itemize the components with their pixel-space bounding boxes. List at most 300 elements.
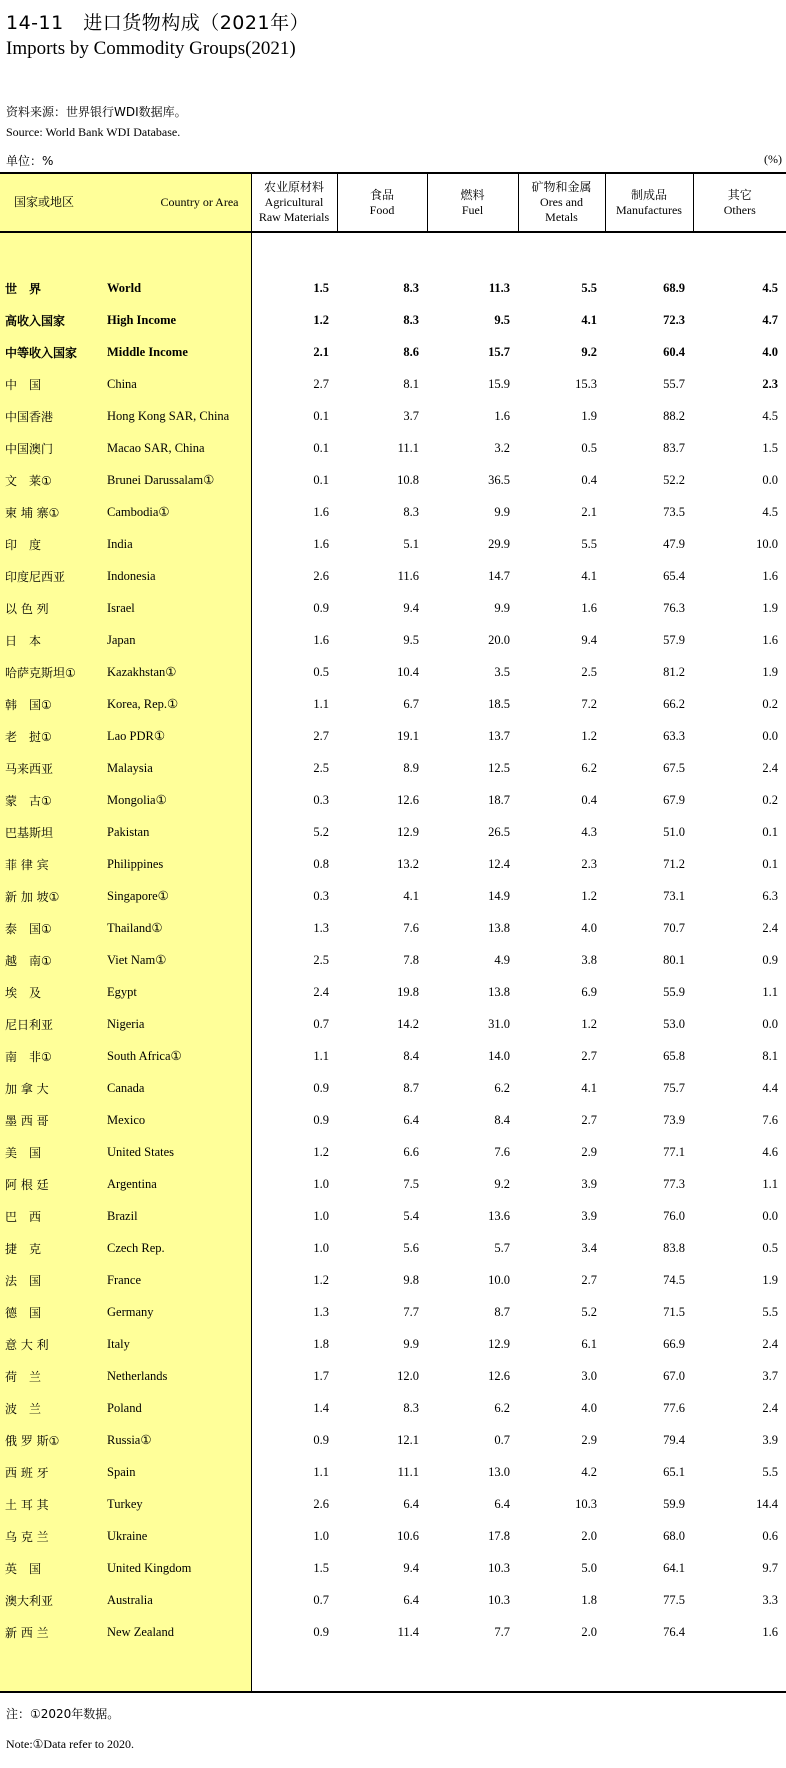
ores-value: 6.2 <box>581 760 597 775</box>
others-value: 0.5 <box>762 1240 778 1255</box>
country-name-en: High Income <box>97 304 251 336</box>
country-name-zh: 尼日利亚 <box>0 1008 97 1040</box>
country-name-en: Spain <box>97 1456 251 1488</box>
agricultural-value: 0.3 <box>313 888 329 903</box>
header-ores-en1: Ores and <box>540 195 583 209</box>
agricultural-value: 0.9 <box>313 600 329 615</box>
manufactures-value: 80.1 <box>663 952 685 967</box>
ores-value: 1.2 <box>581 888 597 903</box>
country-name-zh: 泰 国① <box>0 912 97 944</box>
manufactures-value: 73.1 <box>663 888 685 903</box>
food-value: 8.3 <box>403 312 419 327</box>
country-name-en: Kazakhstan① <box>97 656 251 688</box>
country-name-zh: 印度尼西亚 <box>0 560 97 592</box>
ores-value: 10.3 <box>575 1496 597 1511</box>
country-name-en: Poland <box>97 1392 251 1424</box>
manufactures-value: 59.9 <box>663 1496 685 1511</box>
table-row <box>0 304 786 336</box>
others-value: 5.5 <box>762 1464 778 1479</box>
fuel-value: 10.3 <box>488 1560 510 1575</box>
agricultural-value: 5.2 <box>313 824 329 839</box>
fuel-value: 20.0 <box>488 632 510 647</box>
header-other-zh: 其它 <box>727 187 752 202</box>
others-value: 0.1 <box>762 856 778 871</box>
ores-value: 4.1 <box>581 312 597 327</box>
country-name-zh: 巴 西 <box>0 1200 97 1232</box>
header-agricultural <box>251 173 337 232</box>
agricultural-value: 1.2 <box>313 312 329 327</box>
unit-symbol: (%) <box>764 152 782 166</box>
food-value: 19.8 <box>397 984 419 999</box>
food-value: 12.6 <box>397 792 419 807</box>
header-country-zh: 国家或地区 <box>14 195 75 209</box>
others-value: 1.5 <box>762 440 778 455</box>
others-value: 1.6 <box>762 632 778 647</box>
country-name-zh: 土 耳 其 <box>0 1488 97 1520</box>
header-food <box>337 173 427 232</box>
manufactures-value: 52.2 <box>663 472 685 487</box>
agricultural-value: 0.9 <box>313 1432 329 1447</box>
others-value: 1.9 <box>762 1272 778 1287</box>
manufactures-value: 71.2 <box>663 856 685 871</box>
manufactures-value: 77.6 <box>663 1400 685 1415</box>
fuel-value: 36.5 <box>488 472 510 487</box>
fuel-value: 13.7 <box>488 728 510 743</box>
country-name-en: Hong Kong SAR, China <box>97 400 251 432</box>
fuel-value: 10.0 <box>488 1272 510 1287</box>
country-name-en: Cambodia① <box>97 496 251 528</box>
manufactures-value: 67.5 <box>663 760 685 775</box>
ores-value: 4.1 <box>581 568 597 583</box>
food-value: 5.1 <box>403 536 419 551</box>
ores-value: 6.9 <box>581 984 597 999</box>
country-name-zh: 以 色 列 <box>0 592 97 624</box>
fuel-value: 17.8 <box>488 1528 510 1543</box>
agricultural-value: 1.6 <box>313 504 329 519</box>
header-country-en: Country or Area <box>160 195 239 209</box>
ores-value: 2.7 <box>581 1112 597 1127</box>
table-row <box>0 1072 786 1104</box>
ores-value: 5.0 <box>581 1560 597 1575</box>
food-value: 10.8 <box>397 472 419 487</box>
table-row <box>0 656 786 688</box>
fuel-value: 12.4 <box>488 856 510 871</box>
ores-value: 2.0 <box>581 1624 597 1639</box>
others-value: 1.6 <box>762 1624 778 1639</box>
food-value: 6.6 <box>403 1144 419 1159</box>
manufactures-value: 63.3 <box>663 728 685 743</box>
fuel-value: 10.3 <box>488 1592 510 1607</box>
table-row <box>0 432 786 464</box>
country-name-zh: 阿 根 廷 <box>0 1168 97 1200</box>
others-value: 4.5 <box>762 408 778 423</box>
manufactures-value: 66.9 <box>663 1336 685 1351</box>
table-row <box>0 592 786 624</box>
manufactures-value: 68.9 <box>663 280 685 295</box>
food-value: 9.9 <box>403 1336 419 1351</box>
fuel-value: 14.0 <box>488 1048 510 1063</box>
ores-value: 2.3 <box>581 856 597 871</box>
ores-value: 2.9 <box>581 1144 597 1159</box>
others-value: 0.0 <box>762 1016 778 1031</box>
agricultural-value: 0.9 <box>313 1080 329 1095</box>
food-value: 8.3 <box>403 280 419 295</box>
agricultural-value: 0.1 <box>313 472 329 487</box>
food-value: 3.7 <box>403 408 419 423</box>
others-value: 4.7 <box>762 312 778 327</box>
agricultural-value: 1.6 <box>313 536 329 551</box>
country-name-zh: 高收入国家 <box>0 304 97 336</box>
table-row <box>0 1264 786 1296</box>
others-value: 2.4 <box>762 1336 778 1351</box>
others-value: 0.9 <box>762 952 778 967</box>
food-value: 13.2 <box>397 856 419 871</box>
footnote-zh: 注：①2020年数据。 <box>6 1707 120 1721</box>
others-value: 5.5 <box>762 1304 778 1319</box>
agricultural-value: 1.0 <box>313 1176 329 1191</box>
country-name-en: Italy <box>97 1328 251 1360</box>
header-others <box>693 173 786 232</box>
spacer-row <box>0 232 786 272</box>
table-row <box>0 1520 786 1552</box>
spacer-row <box>0 1648 786 1692</box>
fuel-value: 11.3 <box>488 280 510 295</box>
others-value: 8.1 <box>762 1048 778 1063</box>
ores-value: 3.9 <box>581 1176 597 1191</box>
agricultural-value: 1.1 <box>313 1464 329 1479</box>
food-value: 5.6 <box>403 1240 419 1255</box>
manufactures-value: 73.9 <box>663 1112 685 1127</box>
country-name-en: Ukraine <box>97 1520 251 1552</box>
country-name-zh: 德 国 <box>0 1296 97 1328</box>
country-name-en: United Kingdom <box>97 1552 251 1584</box>
fuel-value: 0.7 <box>494 1432 510 1447</box>
table-row <box>0 368 786 400</box>
agricultural-value: 1.0 <box>313 1208 329 1223</box>
food-value: 6.7 <box>403 696 419 711</box>
food-value: 7.5 <box>403 1176 419 1191</box>
table-row <box>0 1232 786 1264</box>
manufactures-value: 57.9 <box>663 632 685 647</box>
agricultural-value: 1.8 <box>313 1336 329 1351</box>
table-row <box>0 1040 786 1072</box>
ores-value: 9.2 <box>581 344 597 359</box>
agricultural-value: 0.9 <box>313 1112 329 1127</box>
table-row <box>0 336 786 368</box>
others-value: 0.6 <box>762 1528 778 1543</box>
agricultural-value: 0.1 <box>313 408 329 423</box>
others-value: 4.5 <box>762 280 778 295</box>
table-row <box>0 624 786 656</box>
header-ores-zh: 矿物和金属 <box>531 180 592 194</box>
table-row <box>0 1456 786 1488</box>
country-name-zh: 越 南① <box>0 944 97 976</box>
agricultural-value: 1.1 <box>313 696 329 711</box>
ores-value: 5.5 <box>581 280 597 295</box>
agricultural-value: 1.2 <box>313 1144 329 1159</box>
manufactures-value: 55.7 <box>663 376 685 391</box>
others-value: 1.1 <box>762 1176 778 1191</box>
others-value: 0.2 <box>762 696 778 711</box>
agricultural-value: 1.4 <box>313 1400 329 1415</box>
country-name-en: Brazil <box>97 1200 251 1232</box>
fuel-value: 6.2 <box>494 1400 510 1415</box>
ores-value: 0.4 <box>581 792 597 807</box>
ores-value: 5.2 <box>581 1304 597 1319</box>
agricultural-value: 0.7 <box>313 1592 329 1607</box>
country-name-zh: 哈萨克斯坦① <box>0 656 97 688</box>
country-name-zh: 日 本 <box>0 624 97 656</box>
manufactures-value: 68.0 <box>663 1528 685 1543</box>
fuel-value: 6.4 <box>494 1496 510 1511</box>
table-row <box>0 1616 786 1648</box>
country-name-zh: 西 班 牙 <box>0 1456 97 1488</box>
country-name-zh: 加 拿 大 <box>0 1072 97 1104</box>
header-manu-en: Manufactures <box>616 202 682 217</box>
fuel-value: 12.9 <box>488 1336 510 1351</box>
ores-value: 2.5 <box>581 664 597 679</box>
agricultural-value: 0.5 <box>313 664 329 679</box>
country-name-en: South Africa① <box>97 1040 251 1072</box>
header-manu-zh: 制成品 <box>630 187 667 202</box>
food-value: 8.7 <box>403 1080 419 1095</box>
food-value: 11.1 <box>397 440 419 455</box>
others-value: 14.4 <box>756 1496 778 1511</box>
ores-value: 15.3 <box>575 376 597 391</box>
agricultural-value: 1.7 <box>313 1368 329 1383</box>
manufactures-value: 67.9 <box>663 792 685 807</box>
ores-value: 7.2 <box>581 696 597 711</box>
header-ores <box>518 173 605 232</box>
fuel-value: 15.7 <box>488 344 510 359</box>
country-name-zh: 乌 克 兰 <box>0 1520 97 1552</box>
ores-value: 1.6 <box>581 600 597 615</box>
agricultural-value: 0.7 <box>313 1016 329 1031</box>
ores-value: 1.9 <box>581 408 597 423</box>
manufactures-value: 83.8 <box>663 1240 685 1255</box>
food-value: 4.1 <box>403 888 419 903</box>
header-food-en: Food <box>369 202 395 217</box>
table-row <box>0 1392 786 1424</box>
ores-value: 1.8 <box>581 1592 597 1607</box>
page-title-zh: 14-11 进口货物构成（2021年） <box>6 12 310 34</box>
agricultural-value: 0.8 <box>313 856 329 871</box>
table-body <box>0 232 786 1692</box>
others-value: 0.0 <box>762 472 778 487</box>
food-value: 8.3 <box>403 504 419 519</box>
country-name-zh: 中 国 <box>0 368 97 400</box>
food-value: 9.4 <box>403 1560 419 1575</box>
country-name-en: Malaysia <box>97 752 251 784</box>
manufactures-value: 83.7 <box>663 440 685 455</box>
table-row <box>0 1296 786 1328</box>
ores-value: 1.2 <box>581 728 597 743</box>
ores-value: 3.8 <box>581 952 597 967</box>
ores-value: 1.2 <box>581 1016 597 1031</box>
manufactures-value: 76.4 <box>663 1624 685 1639</box>
header-agri-zh: 农业原材料 <box>263 180 324 194</box>
manufactures-value: 55.9 <box>663 984 685 999</box>
manufactures-value: 71.5 <box>663 1304 685 1319</box>
country-name-en: Canada <box>97 1072 251 1104</box>
country-name-zh: 新 加 坡① <box>0 880 97 912</box>
ores-value: 2.0 <box>581 1528 597 1543</box>
country-name-en: India <box>97 528 251 560</box>
manufactures-value: 81.2 <box>663 664 685 679</box>
food-value: 12.9 <box>397 824 419 839</box>
country-name-en: Thailand① <box>97 912 251 944</box>
country-name-zh: 巴基斯坦 <box>0 816 97 848</box>
country-name-zh: 文 莱① <box>0 464 97 496</box>
header-food-zh: 食品 <box>369 187 394 202</box>
country-name-en: Germany <box>97 1296 251 1328</box>
food-value: 6.4 <box>403 1112 419 1127</box>
ores-value: 9.4 <box>581 632 597 647</box>
country-name-en: Philippines <box>97 848 251 880</box>
table-row <box>0 1136 786 1168</box>
fuel-value: 3.2 <box>494 440 510 455</box>
table-row <box>0 784 786 816</box>
country-name-zh: 俄 罗 斯① <box>0 1424 97 1456</box>
agricultural-value: 2.6 <box>313 1496 329 1511</box>
fuel-value: 31.0 <box>488 1016 510 1031</box>
table-row <box>0 1200 786 1232</box>
fuel-value: 8.4 <box>494 1112 510 1127</box>
ores-value: 4.0 <box>581 1400 597 1415</box>
country-name-en: New Zealand <box>97 1616 251 1648</box>
fuel-value: 3.5 <box>494 664 510 679</box>
ores-value: 2.1 <box>581 504 597 519</box>
agricultural-value: 1.3 <box>313 1304 329 1319</box>
others-value: 3.3 <box>762 1592 778 1607</box>
country-name-zh: 韩 国① <box>0 688 97 720</box>
manufactures-value: 67.0 <box>663 1368 685 1383</box>
others-value: 10.0 <box>756 536 778 551</box>
food-value: 11.4 <box>397 1624 419 1639</box>
table-row <box>0 1424 786 1456</box>
country-name-zh: 埃 及 <box>0 976 97 1008</box>
food-value: 6.4 <box>403 1496 419 1511</box>
others-value: 6.3 <box>762 888 778 903</box>
country-name-en: Singapore① <box>97 880 251 912</box>
ores-value: 3.4 <box>581 1240 597 1255</box>
ores-value: 2.7 <box>581 1272 597 1287</box>
country-name-zh: 中等收入国家 <box>0 336 97 368</box>
agricultural-value: 1.1 <box>313 1048 329 1063</box>
agricultural-value: 1.5 <box>313 280 329 295</box>
agricultural-value: 2.1 <box>313 344 329 359</box>
manufactures-value: 77.5 <box>663 1592 685 1607</box>
header-agri-en2: Raw Materials <box>258 210 330 224</box>
food-value: 8.3 <box>403 1400 419 1415</box>
country-name-en: Pakistan <box>97 816 251 848</box>
others-value: 1.6 <box>762 568 778 583</box>
country-name-en: Mexico <box>97 1104 251 1136</box>
others-value: 2.4 <box>762 760 778 775</box>
table-row <box>0 496 786 528</box>
table-row <box>0 560 786 592</box>
country-name-zh: 中国香港 <box>0 400 97 432</box>
fuel-value: 1.6 <box>494 408 510 423</box>
food-value: 7.8 <box>403 952 419 967</box>
table-row <box>0 880 786 912</box>
table-row <box>0 1552 786 1584</box>
country-name-en: Mongolia① <box>97 784 251 816</box>
header-ores-en2: Metals <box>545 210 578 224</box>
header-other-en: Others <box>723 202 756 217</box>
ores-value: 4.1 <box>581 1080 597 1095</box>
country-name-zh: 波 兰 <box>0 1392 97 1424</box>
table-row <box>0 688 786 720</box>
country-name-en: Lao PDR① <box>97 720 251 752</box>
country-name-zh: 南 非① <box>0 1040 97 1072</box>
fuel-value: 9.2 <box>494 1176 510 1191</box>
country-name-zh: 法 国 <box>0 1264 97 1296</box>
country-name-zh: 菲 律 宾 <box>0 848 97 880</box>
agricultural-value: 2.4 <box>313 984 329 999</box>
header-fuel <box>427 173 518 232</box>
fuel-value: 9.5 <box>494 312 510 327</box>
fuel-value: 7.7 <box>494 1624 510 1639</box>
table-row <box>0 464 786 496</box>
food-value: 8.4 <box>403 1048 419 1063</box>
table-row <box>0 944 786 976</box>
fuel-value: 7.6 <box>494 1144 510 1159</box>
header-agri-en1: Agricultural <box>264 195 324 209</box>
food-value: 7.7 <box>403 1304 419 1319</box>
others-value: 7.6 <box>762 1112 778 1127</box>
country-name-en: Viet Nam① <box>97 944 251 976</box>
food-value: 8.9 <box>403 760 419 775</box>
page-title-en: Imports by Commodity Groups(2021) <box>6 38 296 59</box>
fuel-value: 6.2 <box>494 1080 510 1095</box>
ores-value: 2.7 <box>581 1048 597 1063</box>
table-row <box>0 752 786 784</box>
table-row <box>0 1584 786 1616</box>
ores-value: 5.5 <box>581 536 597 551</box>
fuel-value: 18.7 <box>488 792 510 807</box>
source-note-en: Source: World Bank WDI Database. <box>6 125 181 139</box>
manufactures-value: 51.0 <box>663 824 685 839</box>
fuel-value: 26.5 <box>488 824 510 839</box>
fuel-value: 13.0 <box>488 1464 510 1479</box>
manufactures-value: 65.4 <box>663 568 685 583</box>
agricultural-value: 1.2 <box>313 1272 329 1287</box>
manufactures-value: 76.3 <box>663 600 685 615</box>
table-row <box>0 1360 786 1392</box>
food-value: 8.6 <box>403 344 419 359</box>
table-row <box>0 272 786 304</box>
country-name-en: Indonesia <box>97 560 251 592</box>
food-value: 10.6 <box>397 1528 419 1543</box>
manufactures-value: 79.4 <box>663 1432 685 1447</box>
fuel-value: 14.7 <box>488 568 510 583</box>
country-name-en: Japan <box>97 624 251 656</box>
country-name-en: United States <box>97 1136 251 1168</box>
country-name-en: Russia① <box>97 1424 251 1456</box>
country-name-zh: 墨 西 哥 <box>0 1104 97 1136</box>
country-name-zh: 世 界 <box>0 272 97 304</box>
agricultural-value: 2.7 <box>313 376 329 391</box>
fuel-value: 14.9 <box>488 888 510 903</box>
agricultural-value: 0.3 <box>313 792 329 807</box>
manufactures-value: 70.7 <box>663 920 685 935</box>
country-name-zh: 新 西 兰 <box>0 1616 97 1648</box>
country-name-zh: 老 挝① <box>0 720 97 752</box>
fuel-value: 8.7 <box>494 1304 510 1319</box>
food-value: 11.6 <box>397 568 419 583</box>
food-value: 8.1 <box>403 376 419 391</box>
